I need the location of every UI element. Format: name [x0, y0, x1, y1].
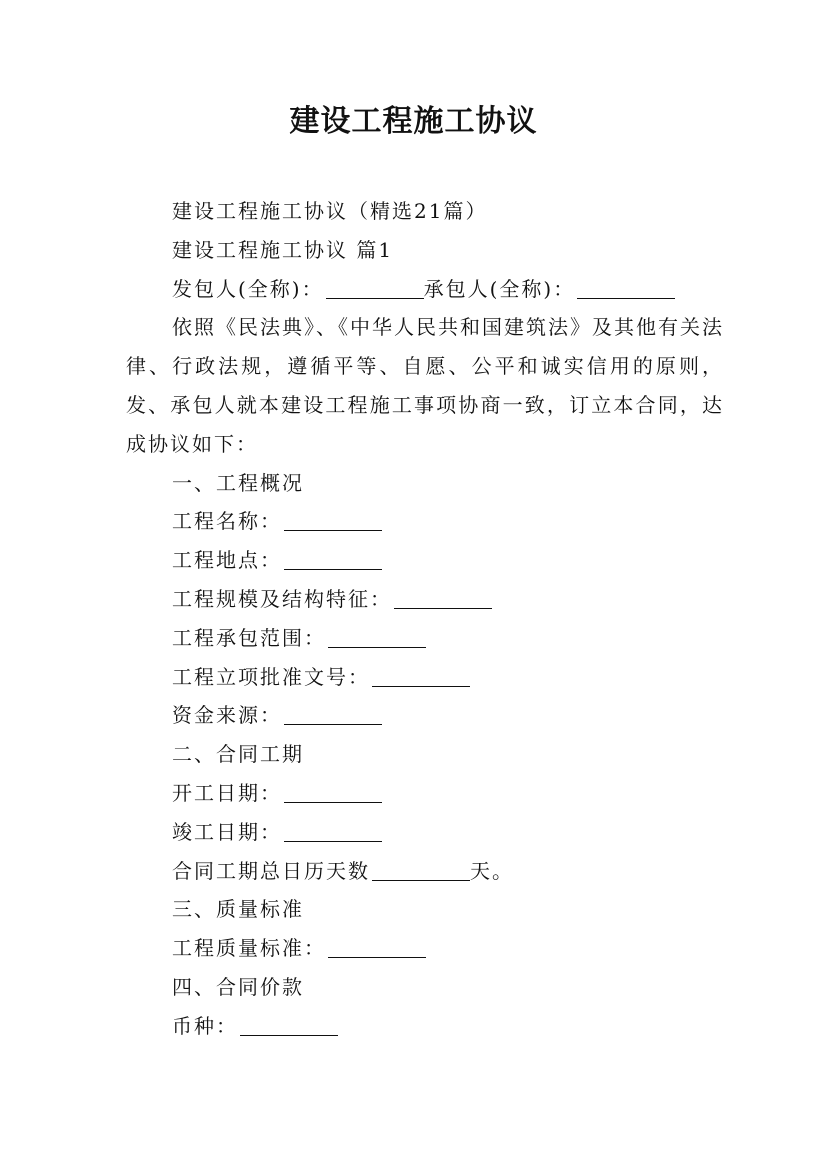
start-date-blank	[284, 782, 382, 803]
start-date-line	[126, 774, 724, 813]
finish-date-blank	[284, 821, 382, 842]
project-location-label: 工程地点：	[172, 548, 282, 573]
quality-standard-line	[126, 929, 724, 968]
currency-blank	[240, 1015, 338, 1036]
subtitle: 建设工程施工协议（精选21篇）	[172, 199, 488, 223]
total-days-suffix: 天。	[470, 858, 514, 883]
section1-heading: 一、工程概况	[172, 470, 304, 495]
project-scope-blank	[328, 627, 426, 648]
funding-source-label: 资金来源：	[172, 703, 282, 728]
funding-source-blank	[284, 704, 382, 725]
contractor-label: 承包人(全称)：	[423, 276, 576, 301]
funding-source-line	[126, 696, 724, 735]
quality-standard-label: 工程质量标准：	[172, 936, 326, 961]
party-line	[126, 270, 724, 309]
project-location-line	[126, 541, 724, 580]
project-scale-line	[126, 580, 724, 619]
approval-number-line	[126, 658, 724, 697]
project-scope-line	[126, 619, 724, 658]
project-scope-label: 工程承包范围：	[172, 625, 326, 650]
owner-blank	[326, 278, 424, 299]
section3-heading: 三、质量标准	[172, 897, 304, 922]
contractor-blank	[577, 278, 675, 299]
document-body	[126, 192, 724, 1046]
total-days-prefix: 合同工期总日历天数	[172, 858, 370, 883]
total-days-line	[126, 852, 724, 891]
quality-standard-blank	[328, 937, 426, 958]
section-heading: 建设工程施工协议 篇1	[172, 237, 394, 262]
approval-number-blank	[372, 666, 470, 687]
currency-line	[126, 1007, 724, 1046]
project-name-blank	[284, 510, 382, 531]
project-scale-blank	[394, 588, 492, 609]
project-location-blank	[284, 549, 382, 570]
approval-number-label: 工程立项批准文号：	[172, 664, 370, 689]
project-name-line	[126, 502, 724, 541]
section4-heading: 四、合同价款	[172, 974, 304, 999]
section2-heading: 二、合同工期	[172, 742, 304, 767]
finish-date-label: 竣工日期：	[172, 819, 282, 844]
project-scale-label: 工程规模及结构特征：	[172, 586, 392, 611]
preamble-paragraph: 依照《民法典》、《中华人民共和国建筑法》及其他有关法律、行政法规，遵循平等、自愿、公平和诚实信用的原则，发、承包人就本建设工程施工事项协商一致，订立本合同，达成协议如下：	[126, 315, 724, 456]
document-title: 建设工程施工协议	[289, 104, 538, 139]
currency-label: 币种：	[172, 1013, 238, 1038]
finish-date-line	[126, 813, 724, 852]
owner-label: 发包人(全称)：	[172, 276, 324, 301]
project-name-label: 工程名称：	[172, 509, 282, 534]
start-date-label: 开工日期：	[172, 780, 282, 805]
total-days-blank	[372, 860, 470, 881]
